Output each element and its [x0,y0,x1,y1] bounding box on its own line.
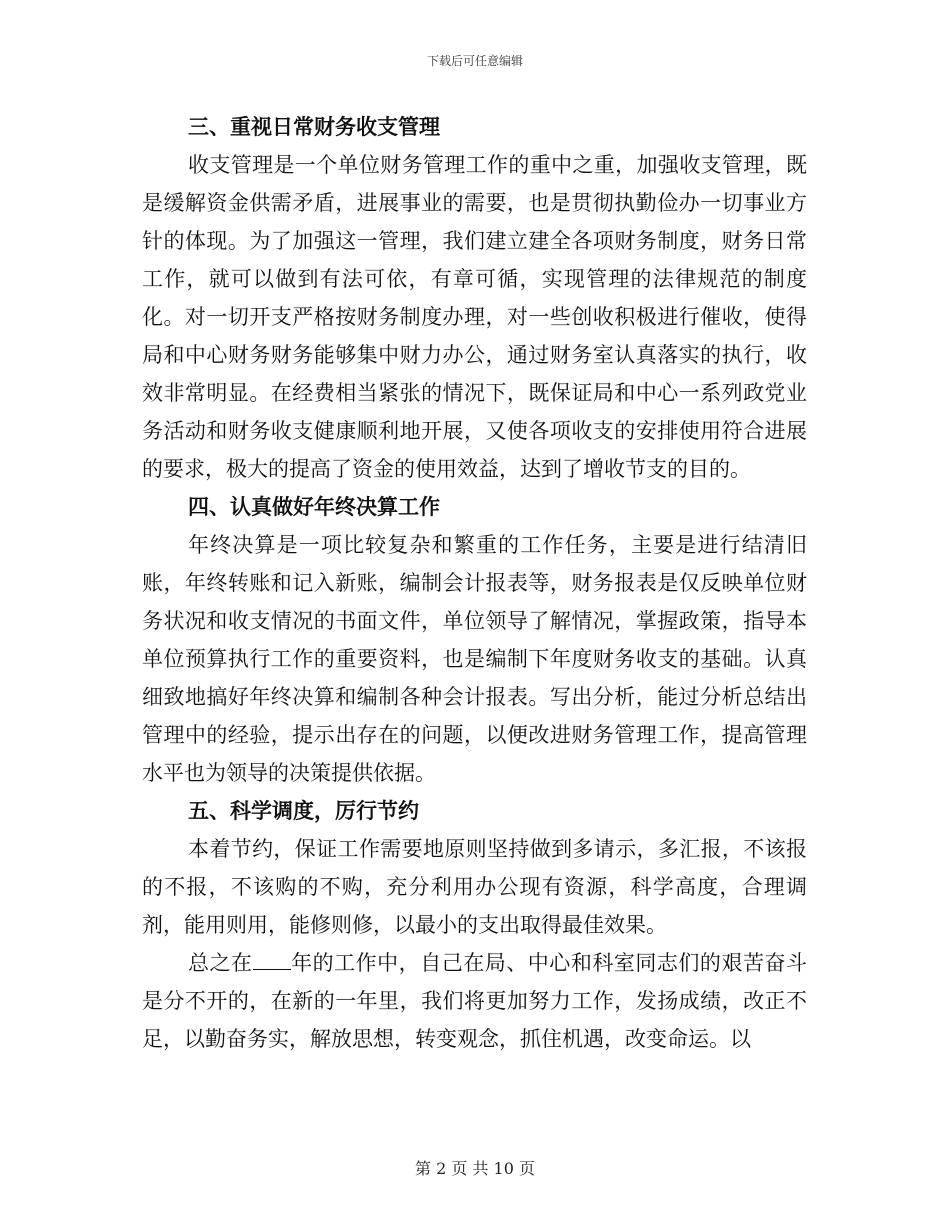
paragraph-year-end-accounts: 年终决算是一项比较复杂和繁重的工作任务，主要是进行结清旧账，年终转账和记入新账，编制会计报表等，财务报表是仅反映单位财务状况和收支情况的书面文件，单位领导了解情况，掌握政策，指导本单位预算执行工作的重要资料，也是编制下年度财务收支的基础。认真细致地搞好年终决算和编制各种会计报表。写出分析，能过分析总结出管理中的经验，提示出存在的问题，以便改进财务管理工作，提高管理水平也为领导的决策提供依据。 [142,533,807,785]
section-heading-daily-finance: 三、重视日常财务收支管理 [188,114,440,139]
section-heading-thrift: 五、科学调度，厉行节约 [188,798,419,823]
page-header-note: 下载后可任意编辑 [426,54,523,68]
paragraph-thrift: 本着节约，保证工作需要地原则坚持做到多请示，多汇报，不该报的不报，不该购的不购，充分利用办公现有资源，科学高度，合理调剂，能用则用，能修则修，以最小的支出取得最佳效果。 [142,837,807,937]
year-blank-underline [253,951,291,970]
closing-text-start: 总之在 [188,951,253,975]
paragraph-closing [142,944,807,1058]
document-body [142,108,807,1058]
closing-text-rest: 年的工作中，自己在局、中心和科室同志们的艰苦奋斗是分不开的，在新的一年里，我们将更加努力工作，发扬成绩，改正不足，以勤奋务实，解放思想，转变观念，抓住机遇，改变命运。以 [142,951,808,1051]
section-heading-year-end-accounts: 四、认真做好年终决算工作 [188,494,440,519]
page-number-footer: 第 2 页 共 10 页 [415,1159,535,1178]
paragraph-daily-finance: 收支管理是一个单位财务管理工作的重中之重，加强收支管理，既是缓解资金供需矛盾，进展事业的需要，也是贯彻执勤俭办一切事业方针的体现。为了加强这一管理，我们建立建全各项财务制度，财务日常工作，就可以做到有法可依，有章可循，实现管理的法律规范的制度化。对一切开支严格按财务制度办理，对一些创收积极进行催收，使得局和中心财务财务能够集中财力办公，通过财务室认真落实的执行，收效非常明显。在经费相当紧张的情况下，既保证局和中心一系列政党业务活动和财务收支健康顺利地开展，又使各项收支的安排使用符合进展的要求，极大的提高了资金的使用效益，达到了增收节支的目的。 [142,153,807,481]
